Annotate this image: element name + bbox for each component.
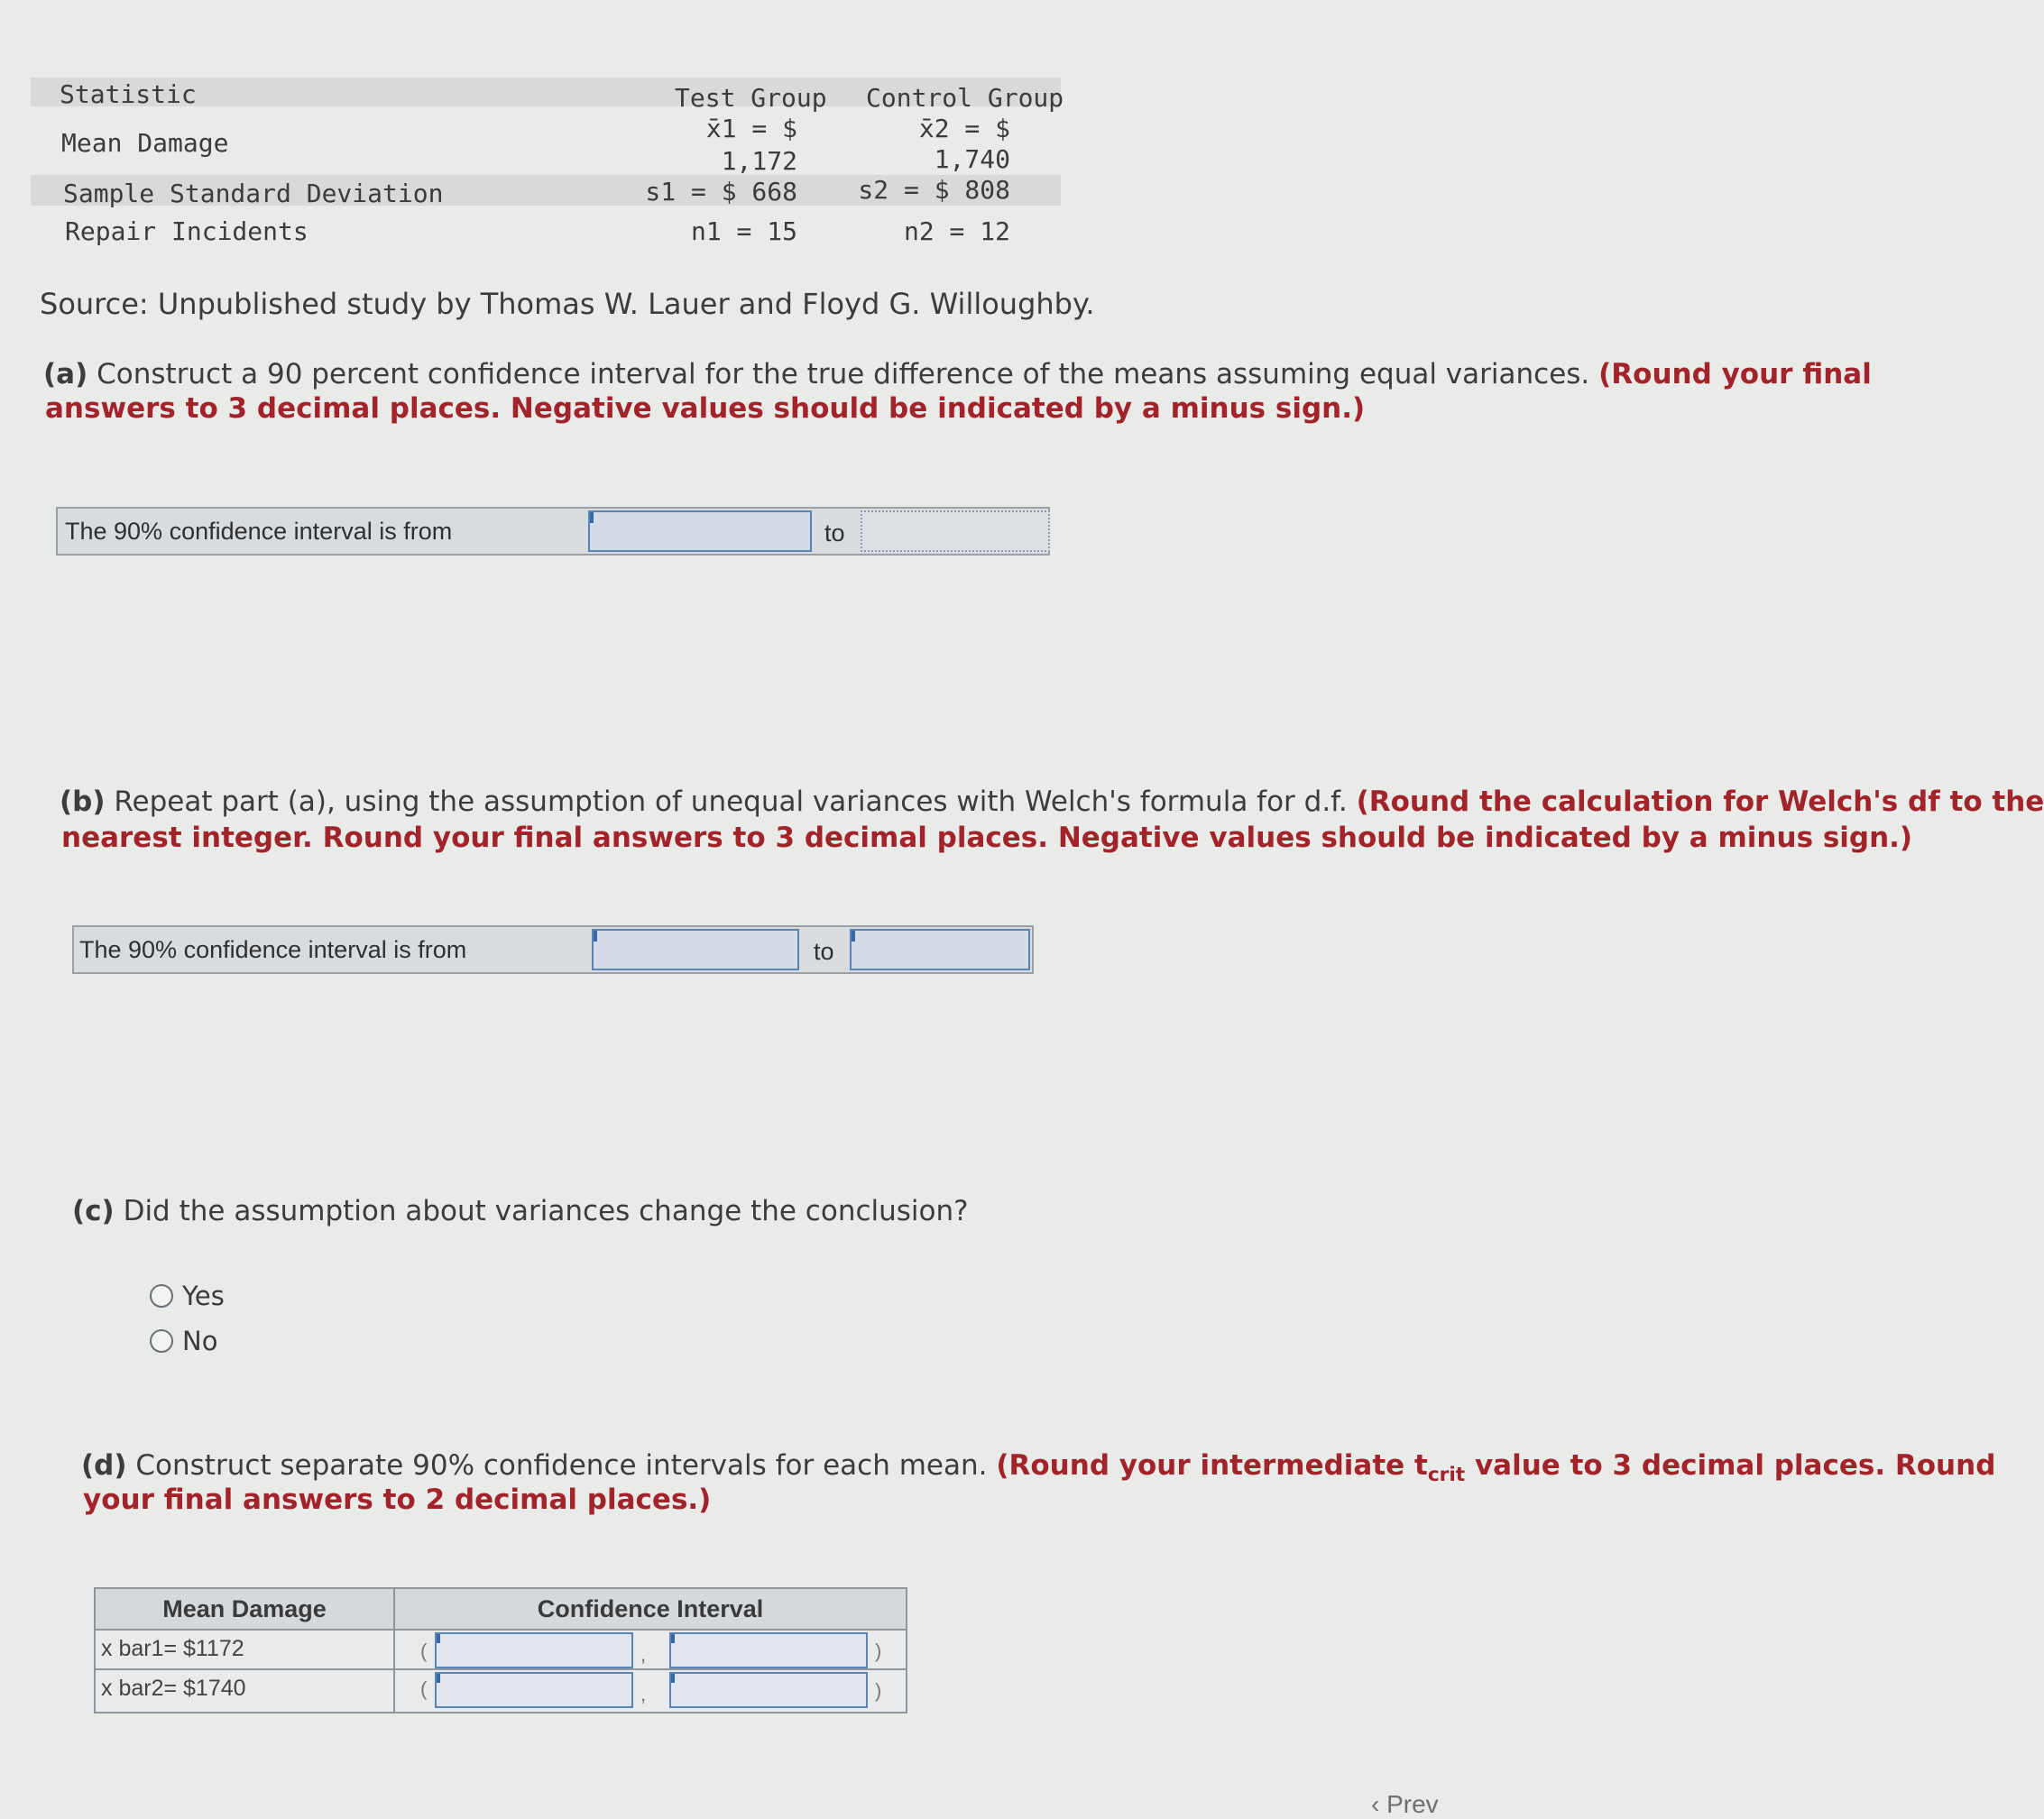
col-header-mean-damage: Mean Damage [96, 1589, 393, 1629]
col-header-confidence-interval: Confidence Interval [395, 1589, 906, 1629]
input-cursor [671, 1674, 675, 1683]
comma-separator: , [640, 1643, 647, 1666]
test-std-dev: s1 = $ 668 [645, 177, 797, 207]
test-mean-value: 1,172 [721, 146, 797, 176]
control-mean-value: 1,740 [934, 144, 1010, 174]
input-cursor [671, 1634, 675, 1643]
control-mean-symbol: x̄2 = $ [918, 114, 1010, 143]
part-b-interval-row [72, 925, 1034, 974]
part-b-label: (b) [60, 785, 106, 818]
open-paren: ( [420, 1640, 428, 1662]
xbar2-lower-input[interactable] [435, 1672, 633, 1708]
row-label-std-dev: Sample Standard Deviation [63, 179, 444, 208]
close-paren: ) [875, 1679, 882, 1702]
prev-label: Prev [1386, 1790, 1439, 1818]
prev-button[interactable] [1371, 1790, 1439, 1819]
part-d-text: Construct separate 90% confidence intervals for each mean. [135, 1449, 988, 1482]
xbar1-lower-input[interactable] [435, 1632, 633, 1668]
part-a-instruction-2: answers to 3 decimal places. Negative values should be indicated by a minus sign.) [45, 392, 1366, 425]
part-d-instruction-2: your final answers to 2 decimal places.) [83, 1484, 712, 1516]
part-c-question [72, 1194, 969, 1228]
close-paren: ) [875, 1640, 882, 1662]
part-a-interval-row [56, 507, 1050, 556]
part-c-label: (c) [72, 1195, 115, 1227]
control-sample-size: n2 = 12 [903, 216, 1010, 246]
option-label: No [182, 1326, 218, 1356]
part-a-upper-input[interactable] [861, 510, 1050, 552]
option-label: Yes [182, 1281, 225, 1311]
test-sample-size: n1 = 15 [690, 216, 797, 246]
chevron-left-icon: ‹ [1371, 1790, 1380, 1818]
radio-button[interactable] [150, 1284, 173, 1308]
statistics-table [31, 78, 1064, 249]
input-cursor [590, 512, 594, 523]
part-d-instruction-1 [996, 1449, 1996, 1487]
part-a-interval-label: The 90% confidence interval is from [65, 518, 453, 545]
row-label-repair-incidents: Repair Incidents [65, 216, 308, 246]
part-b-lower-input[interactable] [592, 929, 799, 970]
part-b-to-label: to [814, 938, 834, 965]
part-b-upper-input[interactable] [850, 929, 1030, 970]
row-label-xbar1: x bar1= $1172 [101, 1636, 244, 1661]
part-d-instruction-1a: (Round your intermediate t [996, 1449, 1428, 1482]
column-divider [393, 1589, 395, 1712]
part-b-interval-label: The 90% confidence interval is from [79, 936, 467, 963]
input-cursor [594, 931, 597, 942]
part-a-lower-input[interactable] [588, 510, 812, 552]
control-std-dev: s2 = $ 808 [858, 175, 1010, 205]
row-label-xbar2: x bar2= $1740 [101, 1676, 246, 1701]
part-a-to-label: to [824, 519, 845, 547]
part-b-question [60, 785, 2044, 819]
tcrit-subscript: crit [1427, 1464, 1466, 1487]
part-a-text: Construct a 90 percent confidence interval for the true difference of the means assuming equal variances. [97, 358, 1590, 390]
part-b-instruction-2: nearest integer. Round your final answers to 3 decimal places. Negative values should be indicated by a minus sign.) [61, 822, 1913, 854]
header-divider [96, 1629, 906, 1631]
header-test-group: Test Group [675, 83, 827, 113]
part-d-instruction-1b: value to 3 decimal places. Round [1474, 1449, 1996, 1482]
part-b-instruction-1: (Round the calculation for Welch's df to the [1356, 785, 2044, 818]
part-a-label: (a) [43, 358, 88, 390]
xbar2-upper-input[interactable] [669, 1672, 868, 1708]
radio-button[interactable] [150, 1329, 173, 1353]
row-label-mean-damage: Mean Damage [61, 128, 229, 158]
xbar1-upper-input[interactable] [669, 1632, 868, 1668]
input-cursor [437, 1634, 440, 1643]
part-c-option-no[interactable] [150, 1326, 217, 1356]
part-a-instruction-1: (Round your final [1598, 358, 1872, 390]
source-citation: Source: Unpublished study by Thomas W. Lauer and Floyd G. Willoughby. [40, 287, 1095, 321]
row-divider [96, 1668, 906, 1670]
part-c-option-yes[interactable] [150, 1281, 225, 1311]
part-d-label: (d) [81, 1449, 127, 1482]
comma-separator: , [640, 1683, 647, 1705]
part-c-text: Did the assumption about variances change the conclusion? [123, 1195, 969, 1227]
input-cursor [437, 1674, 440, 1683]
part-d-interval-table [94, 1587, 907, 1713]
part-b-text: Repeat part (a), using the assumption of unequal variances with Welch's formula for d.f. [114, 785, 1348, 818]
open-paren: ( [420, 1677, 428, 1700]
part-a-question [43, 357, 1872, 391]
header-control-group: Control Group [866, 83, 1064, 113]
header-statistic: Statistic [60, 79, 197, 109]
test-mean-symbol: x̄1 = $ [705, 114, 797, 143]
input-cursor [852, 931, 855, 942]
